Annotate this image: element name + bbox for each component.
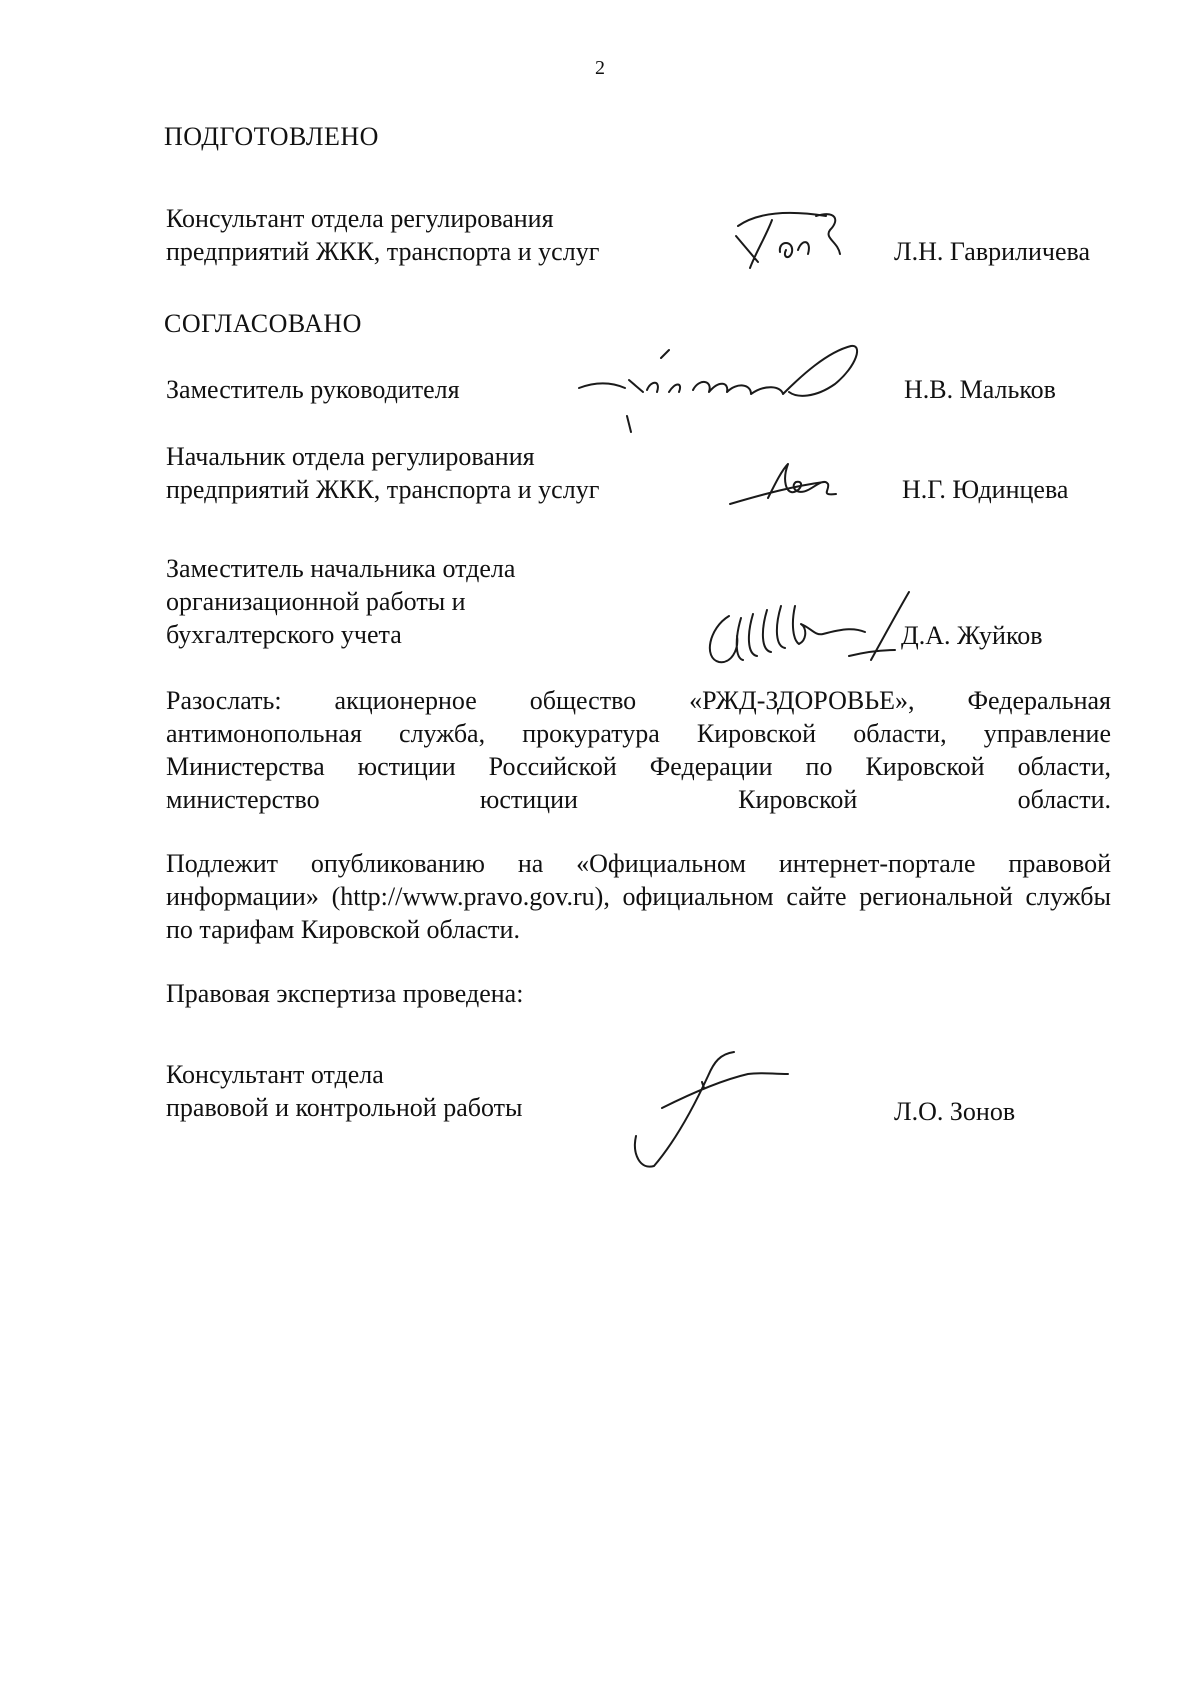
signer-3-position-line-2: организационной работы и (166, 587, 466, 616)
signature-gavrilicheva (728, 206, 868, 276)
signer-3-position-line-3: бухгалтерского учета (166, 620, 402, 649)
signer-3-name: Д.А. Жуйков (901, 621, 1043, 650)
signer-2-position-line-2: предприятий ЖКК, транспорта и услуг (166, 475, 600, 504)
signature-zhuikov (695, 588, 935, 678)
signer-1-name: Н.В. Мальков (904, 375, 1056, 404)
legal-review-position-line-2: правовой и контрольной работы (166, 1093, 523, 1122)
legal-review-signer-name: Л.О. Зонов (894, 1097, 1016, 1126)
signer-3-position-line-1: Заместитель начальника отдела (166, 554, 516, 583)
legal-review-position-line-1: Консультант отдела (166, 1060, 384, 1089)
legal-review-label: Правовая экспертиза проведена: (166, 979, 524, 1008)
signer-1-position-line-1: Заместитель руководителя (166, 375, 460, 404)
signer-2-name: Н.Г. Юдинцева (902, 475, 1069, 504)
signature-zonov (630, 1042, 810, 1182)
prepared-signer-name: Л.Н. Гавриличева (894, 237, 1091, 266)
prepared-position-line-2: предприятий ЖКК, транспорта и услуг (166, 237, 600, 266)
signature-malkov (565, 336, 880, 436)
signer-2-position-line-1: Начальник отдела регулирования (166, 442, 535, 471)
prepared-position-line-1: Консультант отдела регулирования (166, 204, 554, 233)
signature-yudintseva (724, 458, 854, 518)
page-number: 2 (595, 57, 605, 79)
publication-paragraph: Подлежит опубликованию на «Официальном интернет-портале правовой информации» (http://www.pravo.gov.ru), официальном сайте региональной службы по тарифам Кировской области. (166, 849, 1111, 944)
prepared-heading: ПОДГОТОВЛЕНО (164, 122, 379, 151)
agreed-heading: СОГЛАСОВАНО (164, 309, 362, 338)
distribution-list-paragraph: Разослать: акционерное общество «РЖД-ЗДОРОВЬЕ», Федеральная антимонопольная служба, прокуратура Кировской области, управление Министерства юстиции Российской Федерации по Кировской области, министерство юстиции Кировской области. (166, 686, 1111, 814)
